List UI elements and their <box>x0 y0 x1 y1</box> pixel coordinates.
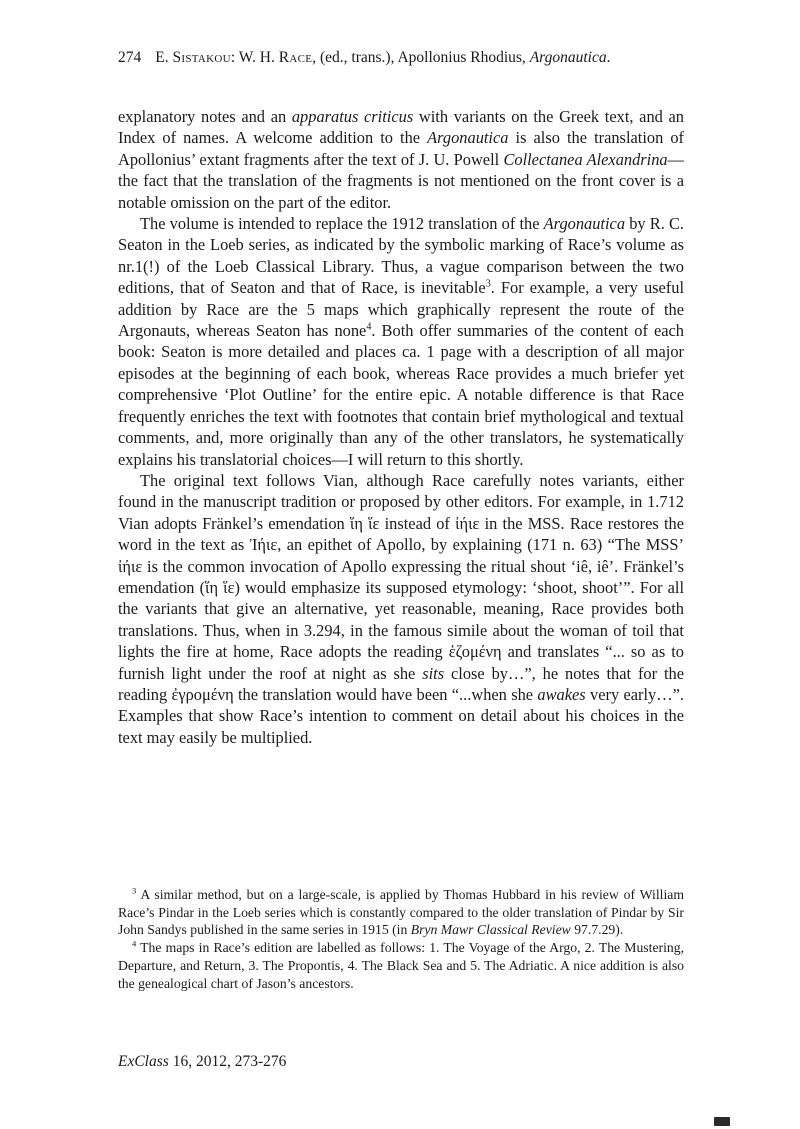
review-body <box>118 106 684 748</box>
page-number: 274 <box>118 49 142 66</box>
journal-citation: ExClass 16, 2012, 273-276 <box>118 1053 287 1070</box>
paragraph-continuation: explanatory notes and an apparatus criticus with variants on the Greek text, and an Index of names. A welcome addition to the Argonautica is also the translation of Apollonius’ extant fragments after the text of J. U. Powell Collectanea Alexandrina—the fact that the translation of the fragments is not mentioned on the front cover is a notable omission on the part of the editor. <box>118 107 685 212</box>
paragraph-text-variants: The original text follows Vian, although Race carefully notes variants, either found in the manuscript tradition or proposed by other editors. For example, in 1.712 Vian adopts Fränkel’s emendation ἵη ἵε instead of ἰήιε in the MSS. Race restores the word in the text as Ἰήιε, an epithet of Apollo, by explaining (171 n. 63) “The MSS’ ἰήιε is the common invocation of Apollo expressing the ritual shout ‘iê, iê’. Fränkel’s emendation (ἵη ἵε) would emphasize its supposed etymology: ‘shoot, shoot’”. For all the variants that give an alternative, yet reasonable, meaning, Race provides both translations. Thus, when in 3.294, in the famous simile about the woman of toil that lights the fire at home, Race adopts the reading ἑζομένη and translates “... so as to furnish light under the roof at night as she sits close by…”, he notes that for the reading ἐγρομένη the translation would have been “...when she awakes very early…”. Examples that show Race’s intention to comment on detail about his choices in the text may easily be multiplied. <box>118 470 685 747</box>
running-header <box>118 48 684 68</box>
paragraph-volume-comparison: The volume is intended to replace the 1912 translation of the Argonautica by R. C. Seaton in the Loeb series, as indicated by the symbolic marking of Race’s volume as nr.1(!) of the Loeb Classical Library. Thus, a vague comparison between the two editions, that of Seaton and that of Race, is inevitable$^3$. For example, a very useful addition by Race are the 5 maps which graphically represent the route of the Argonauts, whereas Seaton has none$^4$. Both offer summaries of the content of each book: Seaton is more detailed and places ca. 1 page with a description of all major episodes at the beginning of each book, whereas Race provides a much briefer yet comprehensive ‘Plot Outline’ for the entire epic. A notable difference is that Race frequently enriches the text with footnotes that contain brief mythological and textual comments, and, more originally than any of the other translators, he systematically explains his translatorial choices—I will return to this shortly. <box>118 214 684 469</box>
journal-footer <box>118 1052 286 1072</box>
footnote-3: $^3$ A similar method, but on a large-scale, is applied by Thomas Hubbard in his review of William Race’s Pindar in the Loeb series which is constantly compared to the older translation of Pindar by Sir John Sandys published in the same series in 1915 (in Bryn Mawr Classical Review 97.7.29). <box>118 885 684 938</box>
footnote-4: $^4$ The maps in Race’s edition are labelled as follows: 1. The Voyage of the Argo, 2. The Mustering, Departure, and Return, 3. The Propontis, 4. The Black Sea and 5. The Adriatic. A nice addition is also the genealogical chart of Jason’s ancestors. <box>118 938 684 991</box>
footnotes-block <box>118 886 684 992</box>
running-title: E. Sistakou: W. H. Race, (ed., trans.), Apollonius Rhodius, Argonautica. <box>155 49 611 66</box>
scan-artifact-mark <box>714 1117 730 1126</box>
